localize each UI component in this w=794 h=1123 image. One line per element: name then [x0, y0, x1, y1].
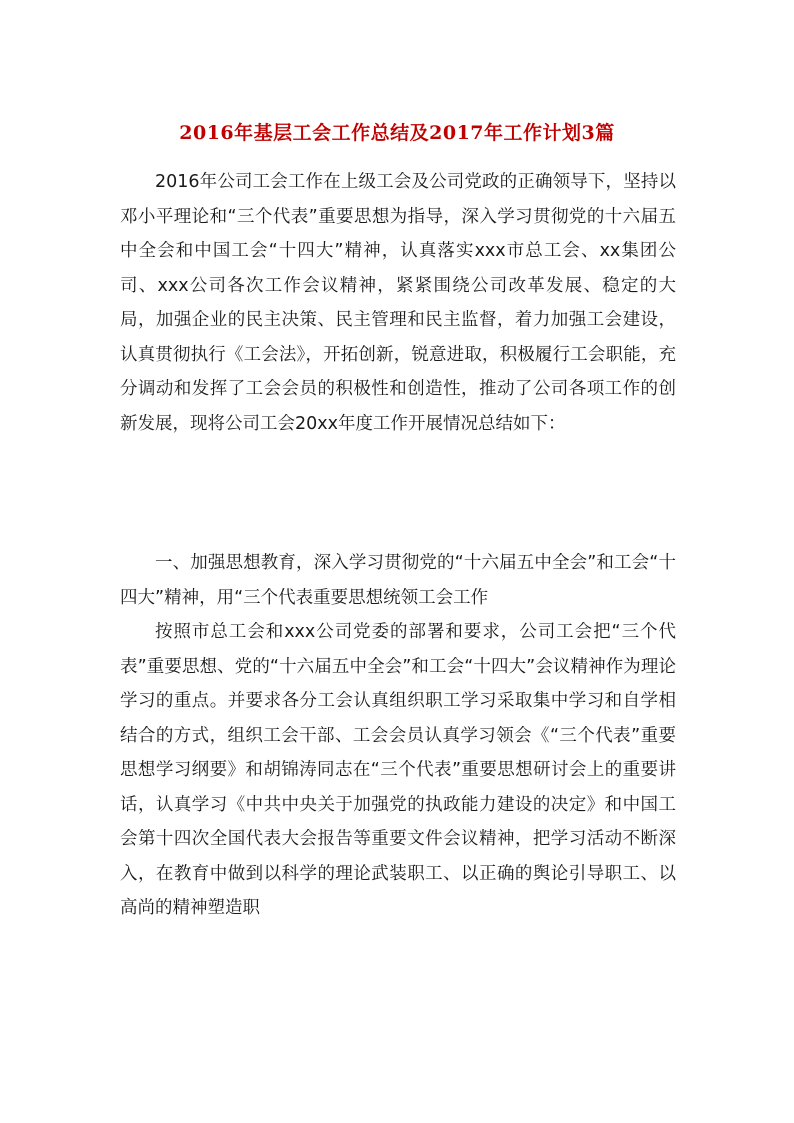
paragraph-block-3 [120, 615, 676, 926]
document-title: 2016年基层工会工作总结及2017年工作计划3篇 [179, 122, 615, 144]
paragraph-intro: 2016年公司工会工作在上级工会及公司党政的正确领导下，坚持以邓小平理论和“三个代表”重要思想为指导，深入学习贯彻党的十六届五中全会和中国工会“十四大”精神，认真落实xxx市总工会、xx集团公司、xxx公司各次工作会议精神，紧紧围绕公司改革发展、稳定的大局，加强企业的民主决策、民主管理和民主监督，着力加强工会建设，认真贯彻执行《工会法》，开拓创新，锐意进取，积极履行工会职能，充分调动和发挥了工会会员的积极性和创造性，推动了公司各项工作的创新发展，现将公司工会20xx年度工作开展情况总结如下： [120, 172, 676, 434]
paragraph-block-2 [120, 546, 676, 615]
paragraph-section-1-body: 按照市总工会和xxx公司党委的部署和要求，公司工会把“三个代表”重要思想、党的“十六届五中全会”和工会“十四大”会议精神作为理论学习的重点。并要求各分工会认真组织职工学习采取集中学习和自学相结合的方式，组织工会干部、工会会员认真学习领会《“三个代表”重要思想学习纲要》和胡锦涛同志在“三个代表”重要思想研讨会上的重要讲话，认真学习《中共中央关于加强党的执政能力建设的决定》和中国工会第十四次全国代表大会报告等重要文件会议精神，把学习活动不断深入，在教育中做到以科学的理论武装职工、以正确的舆论引导职工、以高尚的精神塑造职 [120, 622, 676, 918]
paragraph-block-1 [120, 165, 676, 441]
section-heading-1: 一、加强思想教育，深入学习贯彻党的“十六届五中全会”和工会“十四大”精神，用“三个代表重要思想统领工会工作 [120, 553, 676, 608]
